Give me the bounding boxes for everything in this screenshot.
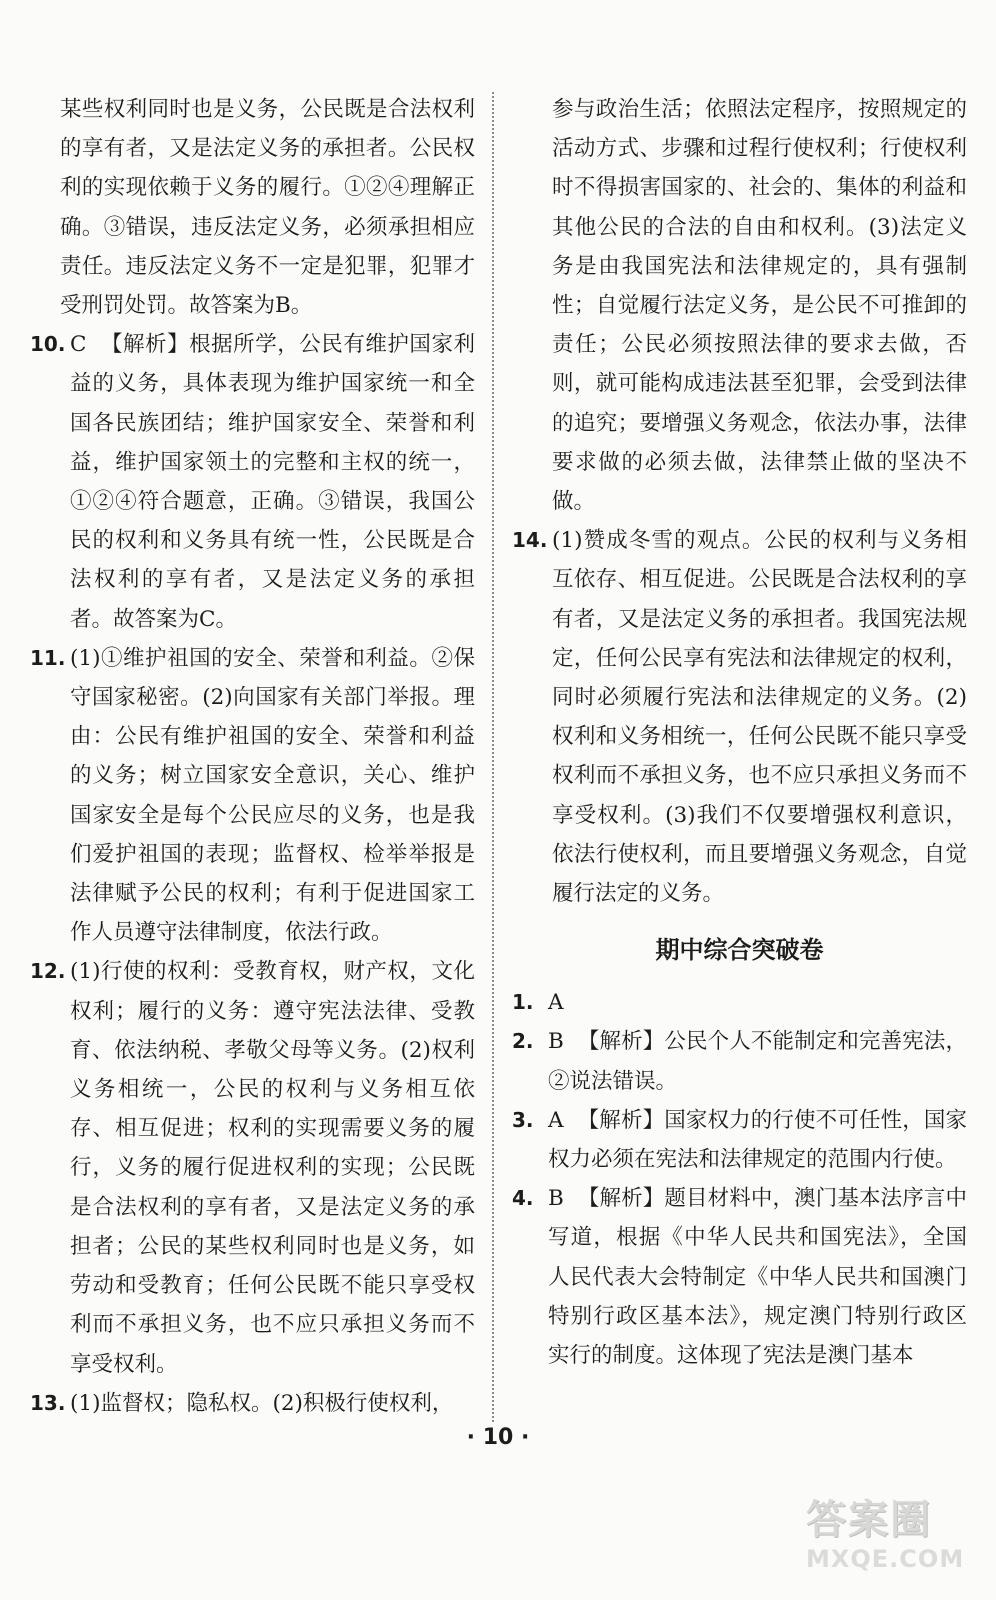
item-number: 1. [512,990,534,1015]
answer-item-11 [30,639,475,953]
answer-item-10 [30,325,475,639]
item-text: (1)监督权；隐私权。(2)积极行使权利， [70,1390,454,1416]
item-number: 12. [30,959,66,984]
page-number: · 10 · [466,1425,530,1450]
left-column [30,90,475,1423]
answer-item-14 [512,521,967,913]
item-number: 3. [512,1107,534,1132]
answer-item-13 [30,1384,475,1423]
item-number: 2. [512,1029,534,1054]
watermark-logo [806,1488,976,1578]
answer-item-3 [512,1101,967,1179]
item-body [548,1101,967,1179]
item-text: 【解析】根据所学，公民有维护国家利益的义务，具体表现为维护国家统一和全国各民族团结；维护国家安全、荣誉和利益，维护国家领土的完整和主权的统一，①②④符合题意，正确。③错误，我国公民的权利和义务具有统一性，公民既是合法权利的享有者，又是法定义务的承担者。故答案为C。 [70,332,475,632]
continued-paragraph: 参与政治生活；依照法定程序，按照规定的活动方式、步骤和过程行使权利；行使权利时不得损害国家的、社会的、集体的利益和其他公民的合法的自由和权利。(3)法定义务是由我国宪法和法律规定的，具有强制性；自觉履行法定义务，是公民不可推卸的责任；公民必须按照法律的要求去做，否则，就可能构成违法甚至犯罪，会受到法律的追究；要增强义务观念，依法办事，法律要求做的必须去做，法律禁止做的坚决不做。 [552,97,967,515]
continued-paragraph: 某些权利同时也是义务，公民既是合法权利的享有者，又是法定义务的承担者。公民权利的实现依赖于义务的履行。①②④理解正确。③错误，违反法定义务，必须承担相应责任。违反法定义务不一定是犯罪，犯罪才受刑罚处罚。故答案为B。 [60,97,475,319]
item-text: 【解析】题目材料中，澳门基本法序言中写道，根据《中华人民共和国宪法》，全国人民代表大会特制定《中华人民共和国澳门特别行政区基本法》，规定澳门特别行政区实行的制度。这体现了宪法是澳门基本 [548,1186,967,1369]
item-number: 14. [512,528,548,553]
item-number: 10. [30,332,66,357]
item-number: 4. [512,1186,534,1211]
answer-item-4 [512,1179,967,1375]
item-text: 【解析】国家权力的行使不可任性，国家权力必须在宪法和法律规定的范围内行使。 [548,1107,967,1173]
right-column [512,90,967,1375]
watermark-text: 答案圈 [806,1497,932,1543]
item-body [548,983,967,1022]
item-answer: A [548,1107,564,1133]
item-body [548,1022,967,1100]
item-number: 13. [30,1390,66,1415]
item-answer: C [70,332,87,358]
answer-item-1 [512,983,967,1022]
column-divider [492,92,494,1422]
item-number: 11. [30,645,66,670]
item-body [548,1179,967,1375]
item-answer: B [548,1029,564,1055]
item-text: (1)赞成冬雪的观点。公民的权利与义务相互依存、相互促进。公民既是合法权利的享有者，又是法定义务的承担者。我国宪法规定，任何公民享有宪法和法律规定的权利，同时必须履行宪法和法律规定的义务。(2)权利和义务相统一，任何公民既不能只享受权利而不承担义务，也不应只承担义务而不享受权利。(3)我们不仅要增强权利意识，依法行使权利，而且要增强义务观念，自觉履行法定的义务。 [552,528,967,907]
item-text: (1)行使的权利：受教育权，财产权，文化权利；履行的义务：遵守宪法法律、受教育、依法纳税、孝敬父母等义务。(2)权利义务相统一，公民的权利与义务相互依存、相互促进；权利的实现需要义务的履行，义务的履行促进权利的实现；公民既是合法权利的享有者，又是法定义务的承担者；公民的某些权利同时也是义务，如劳动和受教育；任何公民既不能只享受权利而不承担义务，也不应只承担义务而不享受权利。 [70,959,475,1377]
item-body [70,325,475,639]
answer-item-12 [30,952,475,1383]
item-text: 【解析】公民个人不能制定和完善宪法，②说法错误。 [548,1029,967,1094]
item-answer: A [548,990,564,1016]
section-title: 期中综合突破卷 [655,935,824,965]
answer-item-2 [512,1022,967,1100]
item-text: (1)①维护祖国的安全、荣誉和利益。②保守国家秘密。(2)向国家有关部门举报。理由：公民有维护祖国的安全、荣誉和利益的义务；树立国家安全意识，关心、维护国家安全是每个公民应尽的义务，也是我们爱护祖国的表现；监督权、检举举报是法律赋予公民的权利；有利于促进国家工作人员遵守法律制度，依法行政。 [70,645,475,946]
watermark-url: MXQE.COM [806,1545,965,1573]
item-answer: B [548,1186,564,1212]
